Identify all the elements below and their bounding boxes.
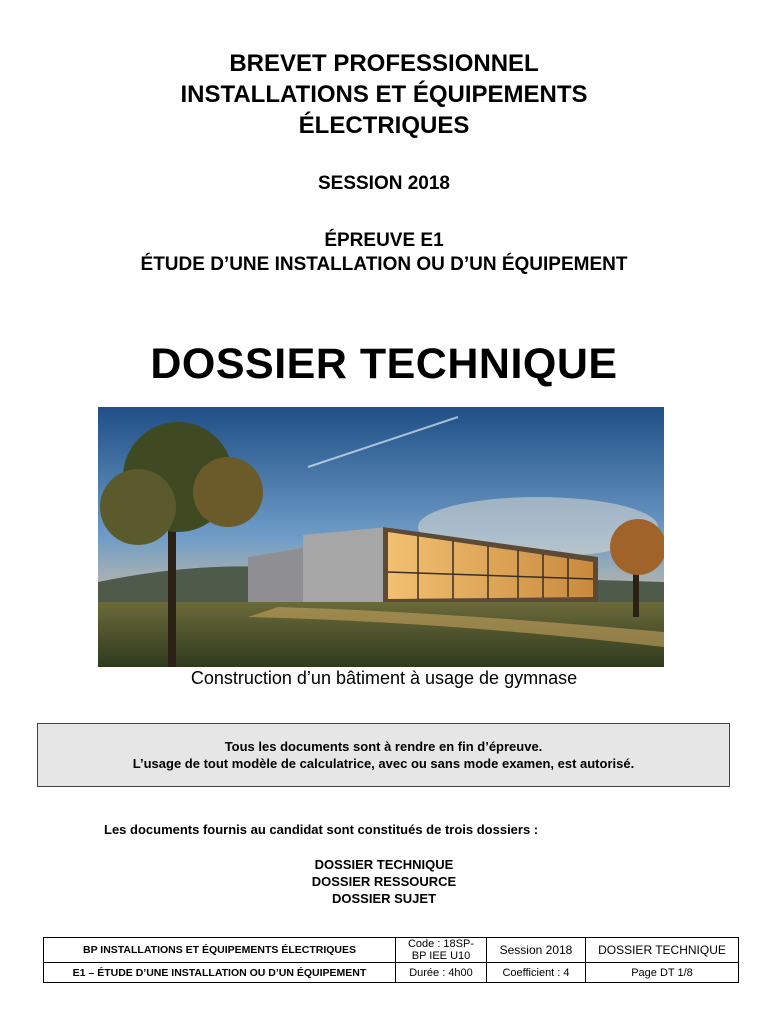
footer-coefficient: Coefficient : 4 bbox=[487, 963, 586, 983]
documents-list bbox=[0, 856, 768, 907]
exam-title-line-3: ÉLECTRIQUES bbox=[298, 112, 470, 139]
document-item: DOSSIER RESSOURCE bbox=[311, 874, 457, 889]
session-heading: SESSION 2018 bbox=[317, 173, 451, 194]
gymnasium-photo bbox=[98, 407, 664, 667]
dossier-heading: DOSSIER TECHNIQUE bbox=[150, 340, 618, 388]
instructions-box bbox=[37, 723, 730, 787]
footer-code-line-2: BP IEE U10 bbox=[411, 950, 471, 962]
exam-title-line-2: INSTALLATIONS ET ÉQUIPEMENTS bbox=[180, 81, 588, 108]
footer-code bbox=[396, 938, 487, 963]
photo-caption: Construction d’un bâtiment à usage de gymnase bbox=[190, 668, 578, 688]
instruction-line-1: Tous les documents sont à rendre en fin d’épreuve. bbox=[224, 739, 543, 754]
footer-epreuve: E1 – ÉTUDE D’UNE INSTALLATION OU D’UN ÉQUIPEMENT bbox=[44, 963, 396, 983]
documents-intro: Les documents fournis au candidat sont constitués de trois dossiers : bbox=[104, 822, 539, 837]
footer-duree: Durée : 4h00 bbox=[396, 963, 487, 983]
epreuve-line-2: ÉTUDE D’UNE INSTALLATION OU D’UN ÉQUIPEMENT bbox=[140, 254, 628, 275]
epreuve-heading bbox=[0, 229, 768, 277]
instruction-line-2: L’usage de tout modèle de calculatrice, avec ou sans mode examen, est autorisé. bbox=[132, 756, 635, 771]
footer-page-number: Page DT 1/8 bbox=[586, 963, 739, 983]
footer-session: Session 2018 bbox=[487, 938, 586, 963]
exam-title bbox=[0, 48, 768, 141]
document-item: DOSSIER SUJET bbox=[331, 891, 437, 906]
footer-code-line-1: Code : 18SP- bbox=[407, 938, 475, 950]
footer-exam-name: BP INSTALLATIONS ET ÉQUIPEMENTS ÉLECTRIQUES bbox=[44, 938, 396, 963]
footer-row-1 bbox=[44, 938, 739, 963]
exam-title-line-1: BREVET PROFESSIONNEL bbox=[229, 50, 539, 77]
footer-dossier: DOSSIER TECHNIQUE bbox=[586, 938, 739, 963]
footer-row-2 bbox=[44, 963, 739, 983]
document-item: DOSSIER TECHNIQUE bbox=[314, 857, 454, 872]
epreuve-line-1: ÉPREUVE E1 bbox=[324, 230, 444, 251]
footer-table bbox=[43, 937, 739, 983]
